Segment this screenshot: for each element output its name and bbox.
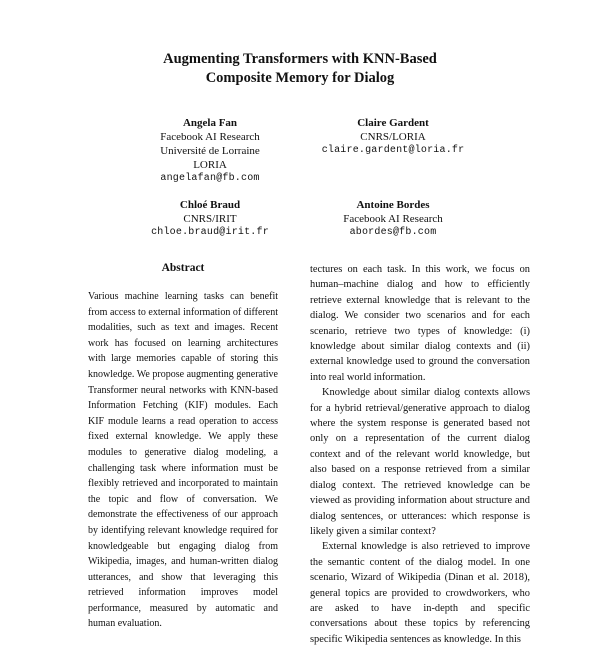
author-email: chloe.braud@irit.fr — [151, 227, 269, 238]
title-line-1: Augmenting Transformers with KNN-Based — [163, 51, 437, 67]
body-paragraph-3: External knowledge is also retrieved to improve the semantic content of the dialog model. In one scenario, Wizard of Wikipedia (Dinan et al. 2018), general topics are provided to crowdworkers, who are asked to have in-depth and specific conversations about these topics by referencing specific Wikipedia sentences as knowledge. In this — [310, 541, 530, 645]
author-email: claire.gardent@loria.fr — [321, 145, 465, 156]
author-name: Angela Fan — [182, 117, 238, 129]
author-affiliation: CNRS/IRIT — [183, 213, 237, 225]
author-affiliation: Facebook AI Research — [160, 131, 260, 143]
author-name: Claire Gardent — [357, 117, 429, 129]
author-name: Antoine Bordes — [356, 199, 430, 211]
abstract-heading: Abstract — [161, 262, 205, 274]
title-line-2: Composite Memory for Dialog — [205, 70, 395, 86]
body-column — [310, 262, 530, 647]
body-paragraph-1: tectures on each task. In this work, we focus on human–machine dialog and how to efficiently retrieve external knowledge that is relevant to the dialog. We consider two scenarios and for each scenario, retrieve two types of knowledge: (i) knowledge about similar dialog contexts and (ii) external knowledge used to ground the conversation into real world information. — [310, 264, 530, 383]
author-affiliation: CNRS/LORIA — [360, 131, 426, 143]
body-paragraph-2: Knowledge about similar dialog contexts allows for a hybrid retrieval/generative approach to dialog where the system response is generated based not only on a representation of the current dialog context and of the relevant world knowledge, but also based on a response retrieved from a similar dialog context. The retrieved knowledge can be viewed as providing information about structure and dialog sentences, or utterances: which response is likely given a similar context? — [310, 387, 530, 537]
abstract-text: Various machine learning tasks can benefit from access to external information of different modalities, such as text and images. Recent work has focused on learning architectures with large memories capable of storing this knowledge. We propose augmenting generative Transformer neural networks with KNN-based Information Fetching (KIF) modules. Each KIF module learns a read operation to access fixed external knowledge. We apply these modules to generative dialog modeling, a challenging task where information must be flexibly retrieved and incorporated to maintain the topic and flow of conversation. We demonstrate the effectiveness of our approach by identifying relevant knowledge required for knowledgeable but engaging dialog from Wikipedia, images, and human-written dialog utterances, and show that leveraging this retrieved information improves model performance, measured by automatic and human evaluation. — [88, 291, 278, 630]
author-name: Chloé Braud — [179, 199, 241, 211]
author-affiliation: LORIA — [193, 159, 227, 171]
author-email: abordes@fb.com — [349, 227, 437, 238]
abstract-column — [88, 289, 278, 632]
paper-title — [0, 50, 600, 88]
author-affiliation: Facebook AI Research — [343, 213, 443, 225]
author-email: angelafan@fb.com — [160, 173, 260, 184]
author-block-2 — [283, 116, 503, 158]
author-block-4 — [283, 198, 503, 240]
author-affiliation: Université de Lorraine — [160, 145, 260, 157]
